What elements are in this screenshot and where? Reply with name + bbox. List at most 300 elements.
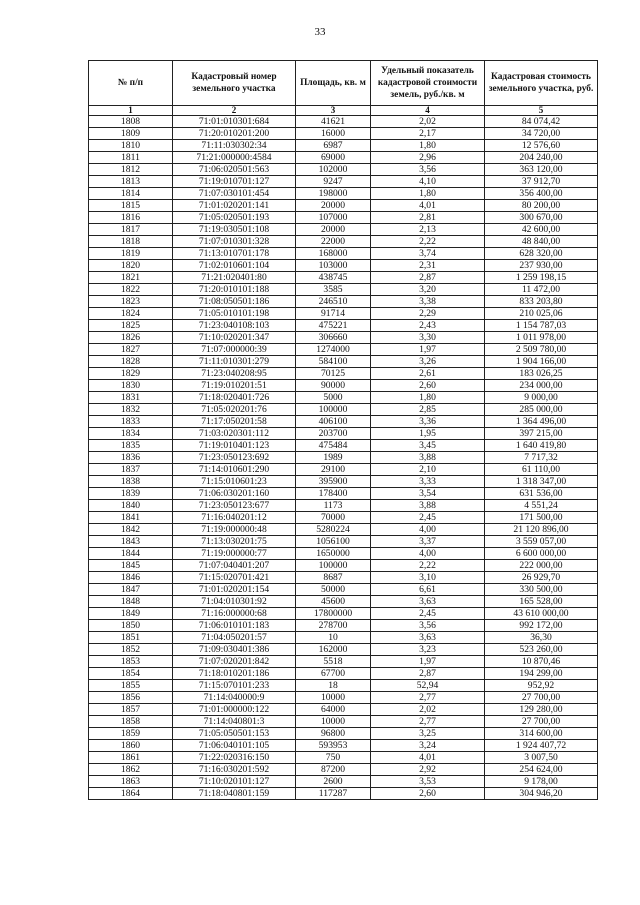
cell-specific-value: 2,02	[371, 116, 485, 128]
cell-cadastral-value: 285 000,00	[485, 404, 598, 416]
cell-specific-value: 2,02	[371, 704, 485, 716]
table-row	[89, 356, 598, 368]
cell-area: 45600	[296, 596, 371, 608]
cell-row-number: 1822	[89, 284, 173, 296]
cell-cadastral-value: 21 120 896,00	[485, 524, 598, 536]
cell-specific-value: 4,00	[371, 548, 485, 560]
cell-specific-value: 2,77	[371, 692, 485, 704]
cell-cadastral-value: 330 500,00	[485, 584, 598, 596]
cell-specific-value: 2,13	[371, 224, 485, 236]
cell-area: 117287	[296, 788, 371, 800]
table-row	[89, 188, 598, 200]
cell-specific-value: 3,10	[371, 572, 485, 584]
table-row	[89, 176, 598, 188]
cell-cadastral-number: 71:01:020201:154	[173, 584, 296, 596]
cell-cadastral-number: 71:21:020401:80	[173, 272, 296, 284]
cell-area: 9247	[296, 176, 371, 188]
cell-row-number: 1830	[89, 380, 173, 392]
cell-specific-value: 1,97	[371, 656, 485, 668]
cell-row-number: 1819	[89, 248, 173, 260]
cell-area: 50000	[296, 584, 371, 596]
table-row	[89, 668, 598, 680]
cell-cadastral-value: 2 509 780,00	[485, 344, 598, 356]
cell-cadastral-value: 631 536,00	[485, 488, 598, 500]
cell-row-number: 1820	[89, 260, 173, 272]
cell-row-number: 1857	[89, 704, 173, 716]
cell-area: 22000	[296, 236, 371, 248]
cell-cadastral-value: 254 624,00	[485, 764, 598, 776]
table-row	[89, 332, 598, 344]
cell-specific-value: 1,97	[371, 344, 485, 356]
cell-cadastral-number: 71:16:030201:592	[173, 764, 296, 776]
cell-row-number: 1843	[89, 536, 173, 548]
cell-specific-value: 3,88	[371, 452, 485, 464]
cell-area: 103000	[296, 260, 371, 272]
cell-area: 69000	[296, 152, 371, 164]
table-row	[89, 236, 598, 248]
cell-specific-value: 4,10	[371, 176, 485, 188]
table-row	[89, 368, 598, 380]
cell-cadastral-number: 71:18:010201:186	[173, 668, 296, 680]
cell-cadastral-value: 183 026,25	[485, 368, 598, 380]
cell-cadastral-value: 1 640 419,80	[485, 440, 598, 452]
cell-cadastral-number: 71:11:030302:34	[173, 140, 296, 152]
cell-specific-value: 2,17	[371, 128, 485, 140]
table-row	[89, 548, 598, 560]
table-row	[89, 776, 598, 788]
cell-row-number: 1815	[89, 200, 173, 212]
cell-cadastral-value: 210 025,06	[485, 308, 598, 320]
cell-area: 10000	[296, 716, 371, 728]
cell-cadastral-value: 304 946,20	[485, 788, 598, 800]
cell-cadastral-value: 3 559 057,00	[485, 536, 598, 548]
cell-specific-value: 3,25	[371, 728, 485, 740]
cell-cadastral-value: 204 240,00	[485, 152, 598, 164]
table-row	[89, 476, 598, 488]
cell-cadastral-number: 71:07:020201:842	[173, 656, 296, 668]
cell-cadastral-value: 7 717,32	[485, 452, 598, 464]
table-row	[89, 788, 598, 800]
cell-cadastral-number: 71:11:010301:279	[173, 356, 296, 368]
cell-row-number: 1838	[89, 476, 173, 488]
cell-cadastral-value: 48 840,00	[485, 236, 598, 248]
column-number: 1	[89, 106, 173, 116]
cell-row-number: 1835	[89, 440, 173, 452]
cell-row-number: 1860	[89, 740, 173, 752]
cell-area: 162000	[296, 644, 371, 656]
cell-row-number: 1814	[89, 188, 173, 200]
cell-row-number: 1836	[89, 452, 173, 464]
cell-area: 100000	[296, 404, 371, 416]
land-cadastral-value-table	[88, 60, 598, 800]
cell-area: 96800	[296, 728, 371, 740]
cell-cadastral-value: 300 670,00	[485, 212, 598, 224]
cell-cadastral-number: 71:17:050201:58	[173, 416, 296, 428]
cell-cadastral-number: 71:05:050501:153	[173, 728, 296, 740]
cell-cadastral-value: 165 528,00	[485, 596, 598, 608]
cell-row-number: 1841	[89, 512, 173, 524]
cell-cadastral-number: 71:21:000000:4584	[173, 152, 296, 164]
cell-cadastral-number: 71:08:050501:186	[173, 296, 296, 308]
cell-specific-value: 3,56	[371, 164, 485, 176]
cell-area: 306660	[296, 332, 371, 344]
table-row	[89, 464, 598, 476]
cell-row-number: 1851	[89, 632, 173, 644]
table-row	[89, 764, 598, 776]
cell-area: 1173	[296, 500, 371, 512]
cell-specific-value: 2,85	[371, 404, 485, 416]
cell-row-number: 1858	[89, 716, 173, 728]
cell-cadastral-number: 71:15:070101:233	[173, 680, 296, 692]
cell-cadastral-number: 71:19:030501:108	[173, 224, 296, 236]
cell-area: 18	[296, 680, 371, 692]
cell-area: 102000	[296, 164, 371, 176]
cell-area: 5000	[296, 392, 371, 404]
table-row	[89, 380, 598, 392]
table-row	[89, 512, 598, 524]
table-row	[89, 140, 598, 152]
page-number: 33	[314, 26, 326, 38]
cell-cadastral-number: 71:09:030401:386	[173, 644, 296, 656]
table-row	[89, 296, 598, 308]
cell-row-number: 1842	[89, 524, 173, 536]
cell-cadastral-number: 71:19:010401:123	[173, 440, 296, 452]
cell-area: 3585	[296, 284, 371, 296]
cell-row-number: 1828	[89, 356, 173, 368]
cell-specific-value: 3,74	[371, 248, 485, 260]
cell-cadastral-number: 71:10:020101:127	[173, 776, 296, 788]
table-row	[89, 392, 598, 404]
cell-row-number: 1810	[89, 140, 173, 152]
table-row	[89, 404, 598, 416]
table-row	[89, 644, 598, 656]
cell-area: 1274000	[296, 344, 371, 356]
cell-cadastral-value: 628 320,00	[485, 248, 598, 260]
cell-row-number: 1862	[89, 764, 173, 776]
cell-specific-value: 3,36	[371, 416, 485, 428]
cell-cadastral-number: 71:23:050123:677	[173, 500, 296, 512]
cell-specific-value: 3,88	[371, 500, 485, 512]
cell-area: 20000	[296, 200, 371, 212]
cell-area: 16000	[296, 128, 371, 140]
table-row	[89, 752, 598, 764]
cell-row-number: 1848	[89, 596, 173, 608]
column-number: 5	[485, 106, 598, 116]
cell-row-number: 1855	[89, 680, 173, 692]
cell-row-number: 1808	[89, 116, 173, 128]
table-row	[89, 584, 598, 596]
cell-cadastral-value: 84 074,42	[485, 116, 598, 128]
cell-area: 91714	[296, 308, 371, 320]
table-row	[89, 680, 598, 692]
cell-area: 750	[296, 752, 371, 764]
cell-cadastral-number: 71:04:050201:57	[173, 632, 296, 644]
cell-area: 70125	[296, 368, 371, 380]
cell-row-number: 1861	[89, 752, 173, 764]
cell-specific-value: 2,96	[371, 152, 485, 164]
table-row	[89, 524, 598, 536]
cell-specific-value: 3,56	[371, 620, 485, 632]
cell-cadastral-number: 71:01:010301:684	[173, 116, 296, 128]
cell-specific-value: 3,20	[371, 284, 485, 296]
cell-row-number: 1812	[89, 164, 173, 176]
cell-cadastral-number: 71:18:020401:726	[173, 392, 296, 404]
cell-specific-value: 4,01	[371, 752, 485, 764]
cell-area: 168000	[296, 248, 371, 260]
cell-specific-value: 3,33	[371, 476, 485, 488]
cell-cadastral-value: 314 600,00	[485, 728, 598, 740]
cell-area: 246510	[296, 296, 371, 308]
cell-cadastral-value: 1 924 407,72	[485, 740, 598, 752]
cell-cadastral-value: 1 364 496,00	[485, 416, 598, 428]
cell-area: 1989	[296, 452, 371, 464]
cell-cadastral-number: 71:19:000000:48	[173, 524, 296, 536]
cell-specific-value: 52,94	[371, 680, 485, 692]
cell-specific-value: 2,29	[371, 308, 485, 320]
cell-cadastral-value: 1 154 787,03	[485, 320, 598, 332]
cell-row-number: 1831	[89, 392, 173, 404]
table-row	[89, 416, 598, 428]
cell-cadastral-number: 71:16:040201:12	[173, 512, 296, 524]
column-number: 4	[371, 106, 485, 116]
cell-cadastral-number: 71:01:000000:122	[173, 704, 296, 716]
cell-cadastral-value: 356 400,00	[485, 188, 598, 200]
cell-row-number: 1839	[89, 488, 173, 500]
table-header-row	[89, 61, 598, 106]
column-number: 2	[173, 106, 296, 116]
cell-row-number: 1825	[89, 320, 173, 332]
cell-specific-value: 1,80	[371, 140, 485, 152]
cell-specific-value: 3,37	[371, 536, 485, 548]
cell-specific-value: 2,60	[371, 380, 485, 392]
cell-cadastral-value: 10 870,46	[485, 656, 598, 668]
cell-specific-value: 2,92	[371, 764, 485, 776]
cell-cadastral-number: 71:19:000000:77	[173, 548, 296, 560]
table-row	[89, 692, 598, 704]
header-row-number: № п/п	[89, 61, 173, 106]
cell-specific-value: 3,23	[371, 644, 485, 656]
cell-area: 5518	[296, 656, 371, 668]
cell-area: 1056100	[296, 536, 371, 548]
cell-cadastral-number: 71:02:010601:104	[173, 260, 296, 272]
cell-specific-value: 2,61	[371, 368, 485, 380]
table-row	[89, 728, 598, 740]
cell-row-number: 1850	[89, 620, 173, 632]
cell-area: 475484	[296, 440, 371, 452]
cell-area: 475221	[296, 320, 371, 332]
cell-row-number: 1829	[89, 368, 173, 380]
cell-row-number: 1846	[89, 572, 173, 584]
cell-specific-value: 4,00	[371, 524, 485, 536]
cell-specific-value: 1,80	[371, 392, 485, 404]
cell-cadastral-value: 833 203,80	[485, 296, 598, 308]
cell-cadastral-value: 1 318 347,00	[485, 476, 598, 488]
cell-area: 406100	[296, 416, 371, 428]
cell-specific-value: 2,87	[371, 668, 485, 680]
cell-row-number: 1853	[89, 656, 173, 668]
cell-area: 67700	[296, 668, 371, 680]
table-row	[89, 428, 598, 440]
cell-specific-value: 2,45	[371, 608, 485, 620]
cell-specific-value: 3,54	[371, 488, 485, 500]
table-row	[89, 608, 598, 620]
cell-cadastral-value: 80 200,00	[485, 200, 598, 212]
cell-cadastral-value: 9 178,00	[485, 776, 598, 788]
cell-specific-value: 2,60	[371, 788, 485, 800]
cell-row-number: 1827	[89, 344, 173, 356]
cell-cadastral-value: 363 120,00	[485, 164, 598, 176]
cell-specific-value: 3,63	[371, 632, 485, 644]
cell-row-number: 1847	[89, 584, 173, 596]
cell-cadastral-value: 234 000,00	[485, 380, 598, 392]
cell-cadastral-number: 71:14:040801:3	[173, 716, 296, 728]
cell-specific-value: 3,30	[371, 332, 485, 344]
cell-area: 593953	[296, 740, 371, 752]
cell-row-number: 1845	[89, 560, 173, 572]
cell-specific-value: 2,81	[371, 212, 485, 224]
cell-area: 41621	[296, 116, 371, 128]
table-row	[89, 200, 598, 212]
cell-row-number: 1824	[89, 308, 173, 320]
cell-cadastral-number: 71:18:040801:159	[173, 788, 296, 800]
cell-row-number: 1834	[89, 428, 173, 440]
cell-row-number: 1816	[89, 212, 173, 224]
cell-cadastral-number: 71:23:050123:692	[173, 452, 296, 464]
cell-row-number: 1859	[89, 728, 173, 740]
cell-cadastral-number: 71:01:020201:141	[173, 200, 296, 212]
table-row	[89, 284, 598, 296]
table-row	[89, 308, 598, 320]
cell-cadastral-value: 36,30	[485, 632, 598, 644]
table-row	[89, 116, 598, 128]
cell-cadastral-value: 27 700,00	[485, 692, 598, 704]
cell-cadastral-number: 71:05:020501:193	[173, 212, 296, 224]
header-specific-value: Удельный показатель кадастровой стоимости земель, руб./кв. м	[371, 61, 485, 106]
header-cadastral-value: Кадастровая стоимость земельного участка, руб.	[485, 61, 598, 106]
table-row	[89, 272, 598, 284]
cell-row-number: 1823	[89, 296, 173, 308]
cell-cadastral-number: 71:20:010201:200	[173, 128, 296, 140]
cell-cadastral-value: 952,92	[485, 680, 598, 692]
cell-specific-value: 2,22	[371, 236, 485, 248]
cell-cadastral-value: 523 260,00	[485, 644, 598, 656]
cell-area: 10000	[296, 692, 371, 704]
cell-row-number: 1821	[89, 272, 173, 284]
cell-specific-value: 2,77	[371, 716, 485, 728]
cell-cadastral-number: 71:14:010601:290	[173, 464, 296, 476]
cell-area: 198000	[296, 188, 371, 200]
cell-row-number: 1817	[89, 224, 173, 236]
cell-specific-value: 3,38	[371, 296, 485, 308]
cell-area: 17800000	[296, 608, 371, 620]
table-row	[89, 452, 598, 464]
table-row	[89, 560, 598, 572]
cell-cadastral-value: 129 280,00	[485, 704, 598, 716]
cell-specific-value: 2,22	[371, 560, 485, 572]
cell-specific-value: 3,26	[371, 356, 485, 368]
cell-area: 1650000	[296, 548, 371, 560]
cell-cadastral-number: 71:07:010301:328	[173, 236, 296, 248]
cell-cadastral-value: 194 299,00	[485, 668, 598, 680]
cell-area: 64000	[296, 704, 371, 716]
cell-specific-value: 3,53	[371, 776, 485, 788]
cell-area: 107000	[296, 212, 371, 224]
cell-cadastral-number: 71:16:000000:68	[173, 608, 296, 620]
cell-row-number: 1833	[89, 416, 173, 428]
table-row	[89, 704, 598, 716]
header-area: Площадь, кв. м	[296, 61, 371, 106]
cell-cadastral-number: 71:19:010701:127	[173, 176, 296, 188]
cell-cadastral-number: 71:13:010701:178	[173, 248, 296, 260]
cell-cadastral-number: 71:06:020501:563	[173, 164, 296, 176]
cell-cadastral-value: 6 600 000,00	[485, 548, 598, 560]
cell-row-number: 1844	[89, 548, 173, 560]
cell-area: 6987	[296, 140, 371, 152]
cell-specific-value: 3,45	[371, 440, 485, 452]
cell-row-number: 1832	[89, 404, 173, 416]
cell-cadastral-number: 71:06:010101:183	[173, 620, 296, 632]
cell-area: 10	[296, 632, 371, 644]
table-row	[89, 344, 598, 356]
cell-specific-value: 2,45	[371, 512, 485, 524]
cell-specific-value: 3,24	[371, 740, 485, 752]
table-row	[89, 740, 598, 752]
cell-area: 395900	[296, 476, 371, 488]
table-row	[89, 632, 598, 644]
cell-cadastral-value: 3 007,50	[485, 752, 598, 764]
cell-area: 5280224	[296, 524, 371, 536]
table-row	[89, 620, 598, 632]
cell-specific-value: 2,87	[371, 272, 485, 284]
table-row	[89, 716, 598, 728]
cell-cadastral-number: 71:23:040208:95	[173, 368, 296, 380]
cell-area: 90000	[296, 380, 371, 392]
cell-cadastral-value: 26 929,70	[485, 572, 598, 584]
cell-cadastral-value: 1 904 166,00	[485, 356, 598, 368]
cell-area: 278700	[296, 620, 371, 632]
cell-area: 584100	[296, 356, 371, 368]
cell-cadastral-number: 71:07:000000:39	[173, 344, 296, 356]
table-row	[89, 128, 598, 140]
cell-area: 178400	[296, 488, 371, 500]
cell-specific-value: 3,63	[371, 596, 485, 608]
cell-specific-value: 2,10	[371, 464, 485, 476]
cell-cadastral-number: 71:14:040000:9	[173, 692, 296, 704]
cell-row-number: 1856	[89, 692, 173, 704]
cell-cadastral-number: 71:04:010301:92	[173, 596, 296, 608]
cell-area: 100000	[296, 560, 371, 572]
cell-cadastral-value: 9 000,00	[485, 392, 598, 404]
table-body	[89, 116, 598, 800]
table-row	[89, 572, 598, 584]
cell-cadastral-value: 34 720,00	[485, 128, 598, 140]
cell-specific-value: 4,01	[371, 200, 485, 212]
cell-row-number: 1837	[89, 464, 173, 476]
cell-cadastral-value: 61 110,00	[485, 464, 598, 476]
table-row	[89, 224, 598, 236]
table-row	[89, 164, 598, 176]
cell-cadastral-value: 992 172,00	[485, 620, 598, 632]
table-row	[89, 152, 598, 164]
column-number-row	[89, 106, 598, 116]
header-cadastral-number: Кадастровый номер земельного участка	[173, 61, 296, 106]
cell-specific-value: 1,80	[371, 188, 485, 200]
cell-cadastral-value: 397 215,00	[485, 428, 598, 440]
cell-cadastral-value: 12 576,60	[485, 140, 598, 152]
cell-row-number: 1849	[89, 608, 173, 620]
cell-area: 203700	[296, 428, 371, 440]
cell-cadastral-value: 42 600,00	[485, 224, 598, 236]
